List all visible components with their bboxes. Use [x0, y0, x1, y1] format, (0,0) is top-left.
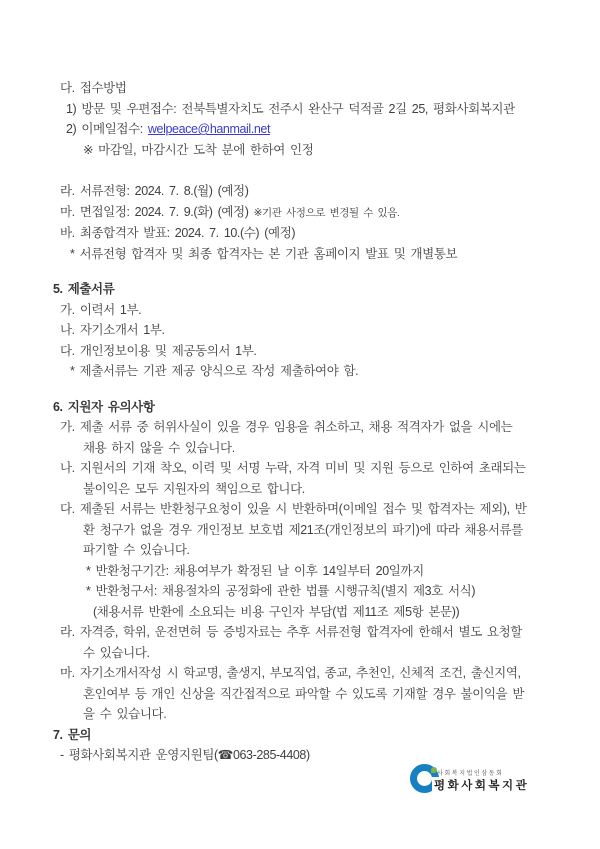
org-logo: [410, 761, 540, 803]
doc-line-text: 혼인여부 등 개인 신상을 직간접적으로 파악할 수 있도록 기재할 경우 불이익을 받: [83, 686, 525, 701]
doc-line-text: 나. 지원서의 기재 착오, 이력 및 서명 누락, 자격 미비 및 지원 등으로 인하여 초래되는: [60, 461, 526, 475]
logo-org-affiliation: 사회복지법인삼동회: [437, 771, 504, 777]
doc-line: [53, 602, 592, 623]
doc-line-text: * 반환청구기간: 채용여부가 확정된 날 이후 14일부터 20일까지: [86, 563, 424, 578]
doc-line: [53, 581, 592, 602]
doc-line: [53, 663, 592, 684]
doc-line: [53, 78, 592, 99]
doc-line: [53, 140, 592, 161]
blank-line: [53, 160, 592, 181]
blank-line: [53, 382, 592, 397]
logo-org-name: 평화사회복지관: [432, 777, 529, 793]
doc-line: [53, 704, 592, 725]
doc-line-text: 가. 이력서 1부.: [60, 302, 142, 317]
doc-line: [53, 438, 592, 459]
doc-line: [53, 181, 592, 202]
section-heading: [53, 397, 592, 418]
doc-line: [53, 99, 592, 120]
doc-line: [53, 643, 592, 664]
doc-line: [53, 223, 592, 244]
doc-line-text: 라. 자격증, 학위, 운전면허 등 증빙자료는 추후 서류전형 합격자에 한해서 별도 요청할: [60, 625, 522, 639]
doc-line-text: 나. 자기소개서 1부.: [60, 323, 165, 337]
doc-line: [53, 458, 592, 479]
doc-line-text: 환 청구가 없을 경우 개인정보 보호법 제21조(개인정보의 파기)에 따라 채용서류를: [83, 522, 523, 537]
doc-line-text: 을 수 있습니다.: [83, 707, 167, 721]
doc-line: [53, 520, 592, 541]
doc-line-text: 파기할 수 있습니다.: [83, 543, 190, 557]
doc-line-text: 다. 개인정보이용 및 제공동의서 1부.: [60, 343, 257, 358]
doc-line-text: 6. 지원자 유의사항: [53, 399, 155, 414]
doc-line: [53, 119, 592, 140]
doc-line-text: 7. 문의: [53, 727, 92, 742]
doc-line-text: ※ 마감일, 마감시간 도착 분에 한하여 인정: [83, 142, 314, 157]
email-link[interactable]: welpeace@hanmail.net: [147, 122, 271, 136]
doc-line-text: 바. 최종합격자 발표: 2024. 7. 10.(수) (예정): [60, 226, 296, 240]
doc-line: [53, 622, 592, 643]
doc-line-text: - 평화사회복지관 운영지원팀(☎063-285-4408): [60, 748, 310, 762]
doc-line-text: 가. 제출 서류 중 허위사실이 있을 경우 임용을 취소하고, 채용 적격자가 없을 시에는: [60, 420, 513, 434]
doc-line-text: 마. 면접일정: 2024. 7. 9.(화) (예정): [60, 204, 254, 219]
doc-line-text: 채용 하지 않을 수 있습니다.: [83, 440, 235, 455]
doc-line: [53, 684, 592, 705]
doc-line: [53, 202, 592, 224]
doc-line: [53, 540, 592, 561]
doc-line: [53, 300, 592, 321]
doc-line: [53, 341, 592, 362]
doc-line-text: 라. 서류전형: 2024. 7. 8.(월) (예정): [60, 184, 249, 198]
section-heading: [53, 279, 592, 300]
doc-line-text: * 서류전형 합격자 및 최종 합격자는 본 기관 홈페이지 발표 및 개별통보: [70, 246, 458, 261]
doc-line-text: * 반환청구서: 채용절차의 공정화에 관한 법률 시행규칙(별지 제3호 서식): [86, 584, 476, 598]
doc-line-text: (채용서류 반환에 소요되는 비용 구인자 부담(법 제11조 제5항 본문)): [93, 604, 460, 619]
doc-line-text: 다. 제출된 서류는 반환청구요청이 있을 시 반환하며(이메일 접수 및 합격자는 제외), 반: [60, 502, 527, 516]
doc-line: [53, 417, 592, 438]
doc-line-text: 불이익은 모두 지원자의 책임으로 합니다.: [83, 481, 305, 496]
document-lines: [53, 78, 592, 766]
doc-line: [53, 561, 592, 582]
doc-line-text: 2) 이메일접수:: [66, 122, 148, 136]
doc-line-text: 1) 방문 및 우편접수: 전북특별자치도 전주시 완산구 덕적골 2길 25, 평화사회복지관: [66, 101, 515, 116]
doc-line: [53, 361, 592, 382]
doc-line: [53, 479, 592, 500]
doc-line-text: * 제출서류는 기관 제공 양식으로 작성 제출하여야 함.: [70, 364, 359, 378]
doc-line-text: 수 있습니다.: [83, 645, 150, 660]
section-heading: [53, 725, 592, 746]
doc-line-text: 다. 접수방법: [60, 81, 127, 95]
doc-line-note: ※기관 사정으로 변경될 수 있음.: [253, 206, 400, 219]
doc-line-text: 5. 제출서류: [53, 282, 115, 296]
blank-line: [53, 264, 592, 279]
doc-line: [53, 499, 592, 520]
doc-line: [53, 244, 592, 265]
doc-line: [53, 320, 592, 341]
doc-line-text: 마. 자기소개서작성 시 학교명, 출생지, 부모직업, 종교, 추천인, 신체적 조건, 출신지역,: [60, 666, 521, 680]
